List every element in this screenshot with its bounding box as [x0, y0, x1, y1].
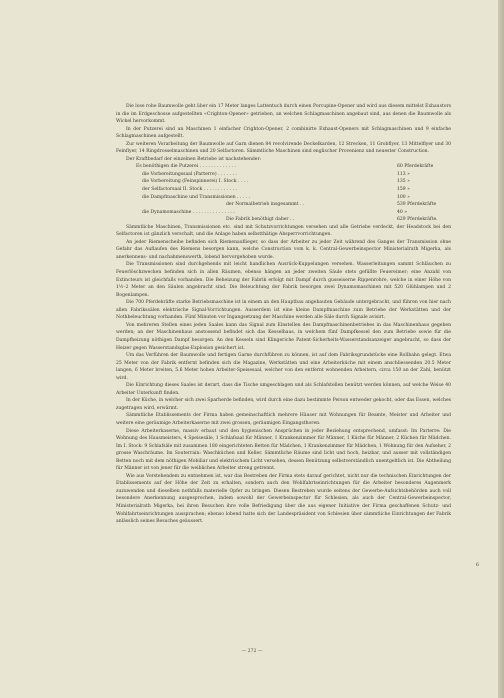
page-number: — 272 — [241, 649, 263, 654]
paragraph: Sämmtliche Etablissements der Firma haben gemeinschaftlich mehrere Häuser mit Wohnungen für Beamte, Meister und Arbeiter und weitere eine geräumige Arbeiterkaserne mit zwei grossen, geräumigen Eingangsthoren. [116, 413, 451, 426]
power-table [116, 163, 451, 223]
body-text [116, 103, 451, 526]
paragraph: Zur weiteren Vorarbeitung der Baumwolle auf Garn dienen 84 revolvirende Deckelkarden, 12 Strecken, 11 Grobflyer, 13 Mittelflyer und 30 Feinflyer, 14 Ringdrosselmaschinen und 20 Selfactoren. Sämmtliche Maschinen sind englischer Provenienz und neuester Construction. [116, 141, 451, 155]
table-row [116, 171, 451, 179]
paragraph: Von mehreren Stellen eines jeden Saales kann das Signal zum Einstellen des Dampfmaschinenbetriebes in das Maschinenhaus gegeben werden; an der Maschinenhaus anstossend befindet sich das Kesselhaus, in welchem fünf Dampfkessel den zum Betriebe sowie für die Dampfheizung nöthigen Dampf besorgen. An den Kesseln sind Klingeriche Patent-Sicherheits-Wasserstandsanzeiger angebracht, so dass der Heizer gegen Wasserstandsglas-Explosion gesichert ist. [116, 322, 451, 351]
paragraph: Der Kraftbedarf der einzelnen Betriebe ist nachstehender: [126, 156, 262, 162]
table-row-value: 60 Pferdekräfte [397, 164, 434, 170]
table-row-value: 135 » [397, 179, 410, 185]
paragraph: Sämmtliche Maschinen, Transmissionen etc. sind mit Schutzvorrichtungen versehen und alle Getriebe verdeckt, der Headstock bei den Selfactoren ist gänzlich verschalt, und die Anlage haben selbstthätige Absperrvorrichtungen. [116, 224, 451, 238]
table-row-label: die Dampfmaschine und Transmissionen . . . . . [142, 194, 251, 200]
paragraph: Diese Arbeiterkaserne, massiv erbaut und den hygienischen Ansprüchen in jeder Beziehung entsprechend, umfasst: Im Parterre: Die Wohnung des Hausmeisters, 4 Speisesäle, 1 Schlafsaal für Männer, 1 Krankenzimmer für Männer, 1 Küche für Männer, 2 Küchen für Mädchen. Im I. Stock: 9 Schlafsäle mit zusammen 180 eingerichteten Betten für Mädchen, 1 Krankenzimmer für Mädchen, 1 Wohnung für den Aufseher, 2 grosse Waschräume. Im Souterrain: Waschküchen und Keller. Sämmtliche Räume sind licht und hoch, heizbar, und ausser mit vollständigen Betten noch mit dem nöthigen Mobiliar und elektrischem Licht versehen, dessen Benützung selbstverständlich unentgeltlich ist. Die Abtheilung für Männer ist von jener für die weiblichen Arbeiter streng getrennt. [116, 428, 451, 472]
table-row-value: 539 Pferdekräfte [397, 202, 437, 208]
table-row [116, 194, 451, 202]
paragraph: Die Einrichtung dieses Saales ist derart, dass die Tische umgeschlagen und als Schlafstellen benützt werden können, auf welche Weise 40 Arbeiter Unterkunft finden. [116, 383, 451, 396]
table-row [116, 178, 451, 186]
paragraph: In der Küche, in welcher sich zwei Sparherde befinden, wird durch eine dazu bestimmte Person entweder gekocht, oder das Essen, welches zugetragen wird, erwärmt. [116, 398, 451, 411]
paragraph: Die Transmissionen sind durchgehends mit leicht handlichen Ausrück-Kuppelungen versehen. Wasserleitungen sammt Schläuchen zu Feuerlöschzwecken befinden sich in allen Räumen, ebenso hängen an jeder zweiten Säule stets gefüllte Feuereimer; eine Anzahl von Extincteurs ist gleichfalls vorhanden. Die Beheizung der Fabrik erfolgt mit Dampf durch gusseiserne Rippenrohre, welche in einer Höhe von 1½–2 Meter an den Säulen angebracht sind. Die Beleuchtung der Fabrik besorgen zwei Dynamomaschinen mit 520 Glühlampen und 2 Bogenlampen. [116, 262, 451, 298]
table-row-label: die Vorbereitung (Feinspinnerei) I. Stock . . . . [142, 179, 249, 185]
paragraphs-top [116, 103, 451, 163]
margin-marker: 6 [476, 563, 479, 568]
paragraph: An jeder Riemenscheibe befinden sich Riemenauflieger, so dass der Arbeiter zu jeder Zeit während des Ganges der Transmission ohne Gefahr das Auflaufen des Riemens besorgen kann, welche Construction vom k. k. Central-Gewerbeinspector Ministerialrath Migerka, als anerkennens- und nachahmenswerth, lobend hervorgehoben wurde. [116, 239, 451, 260]
table-row-label: der Normalbetrieb insgesammt . . [226, 202, 305, 208]
paragraph: Um das Verführen der Baumwolle und fertigen Garne durchführen zu können, ist auf dem Fabriksgrundstücke eine Rollbahn gelegt. Etwa 25 Meter von der Fabrik entfernt befinden sich die Magazine, Werkstätten und eine Arbeiterküche mit einem anschliessenden 20.5 Meter langen, 6 Meter breiten, 5.6 Meter hohen Arbeiter-Speisesaal, welcher von den entfernt wohnenden Arbeitern, circa 150 an der Zahl, benützt wird. [116, 353, 451, 381]
paragraph: Die lose rohe Baumwolle geht über ein 17 Meter langes Lattentuch durch einen Porcupine-Opener und wird aus diesem mittelst Exhaustors in die im Erdgeschosse aufgestellten «Crighton-Opener» getrieben, an welchen Schlagmaschinen angebaut sind, aus denen die Baumwolle als Wickel hervorkommt. [116, 104, 451, 125]
table-row-value: 629 Pferdekräfte. [397, 217, 438, 223]
paragraph: In der Putzerei sind an Maschinen 1 einfacher Crighton-Opener, 2 combinirte Exhaust-Openers mit Schlagmaschinen und 9 einfache Schlagmaschinen aufgestellt. [116, 126, 451, 140]
table-row-value: 159 » [397, 187, 410, 193]
table-row-value: 113 » [397, 171, 410, 177]
table-row-value: 100 » [397, 194, 410, 200]
table-row-label: die Dynamomaschine . . . . . . . . . . . . . . . [142, 209, 235, 215]
paragraphs-bottom [116, 224, 451, 526]
page-edge [498, 0, 504, 698]
table-row-value: 40 » [397, 209, 408, 215]
table-row-label: Die Fabrik benöthigt daher . . [226, 217, 295, 223]
table-row-label: Es benöthigen die Putzerei . . . . . . . . . . . . . [136, 164, 236, 170]
table-row [116, 216, 451, 224]
paragraph: Die 700 Pferdekräfte starke Betriebsmaschine ist in einem an den Hauptbau angebauten Gebäude untergebracht, und führen von hier nach allen Fabrikssälen elektrische Signal-Vorrichtungen. Ausserdem ist eine kleine Dampfmaschine zum Betriebe der Werkstätten und der Nothbeleuchtung vorhanden. Fünf Minuten vor Ingangsetzung der Maschine werden alle Säle durch Signale avisirt. [116, 300, 451, 321]
paragraph: Wie aus Vorstehendem zu entnehmen ist, war das Bestreben der Firma stets darauf gerichtet, nicht nur die technischen Einrichtungen der Etablissements auf der Höhe der Zeit zu erhalten, sondern auch den Wohlfahrtseinrichtungen für die Arbeiter besonderes Augenmerk zuzuwenden und dieselben nothfalls materielle Opfer zu bringen. Diesen Bestreben wurde seitens der Gewerbe-Aufsichtsbehörden auch voll besondere Anerkennung ausgesprochen, indem sowohl der Gewerbeinspector für Schlesien, als auch der Central-Gewerbeinspector, Ministerialrath Migerka, bei ihren Besuchen ihre volle Befriedigung über die aus eigener Initiative der Firma geschaffenen Schutz- und Wohlfahrtseinrichtungen aussprachen; ebenso lobend hatte sich der Landespräsident von Schlesien über sämmtliche Einrichtungen der Fabrik anlässlich seines Besuches geäussert. [116, 473, 451, 525]
table-row-label: der Selfactorsaal II. Stock . . . . . . . . . . . . [142, 187, 237, 193]
table-row-label: die Vorbereitungssaal (Parterre) . . . . . . . [142, 171, 237, 177]
table-row [116, 201, 451, 209]
table-row [116, 209, 451, 217]
table-row [116, 186, 451, 194]
table-row [116, 163, 451, 171]
